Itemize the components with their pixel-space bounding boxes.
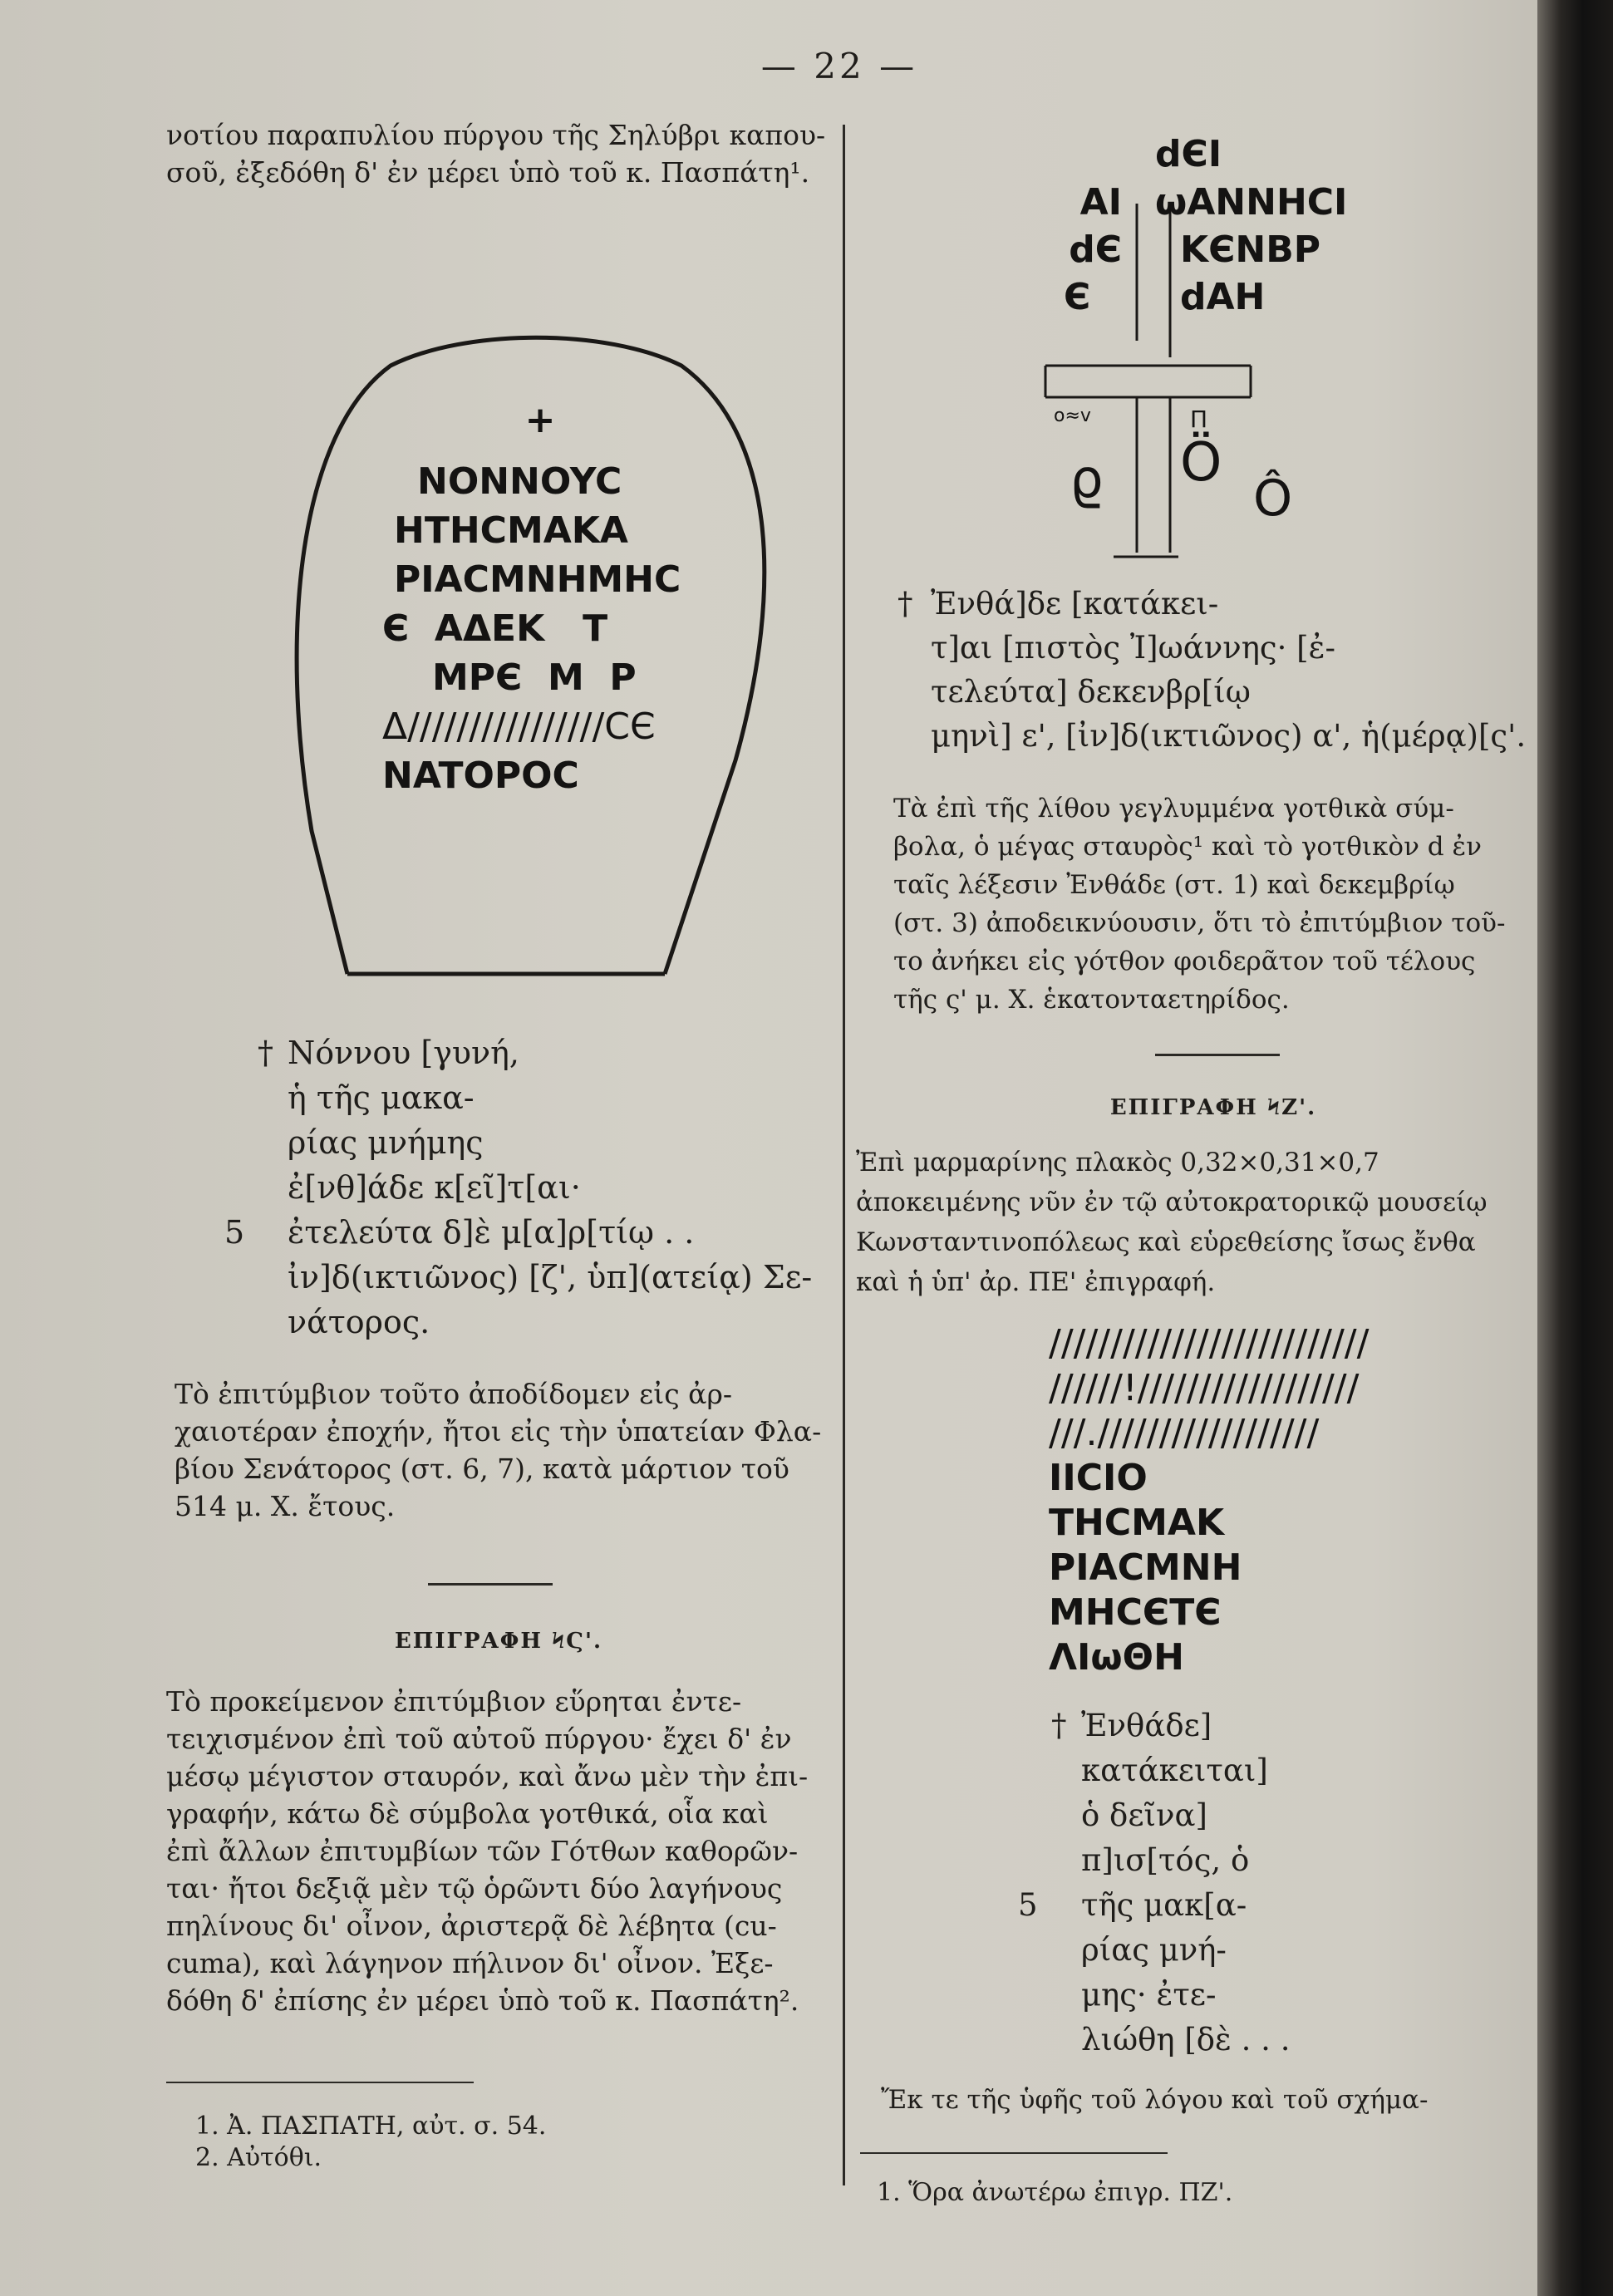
transcription-line: μηνὶ] ε', [ἰν]δ(ικτιῶνος) α', ἡ(μέρᾳ)[ς'.	[931, 718, 1527, 754]
stele-cross: +	[524, 399, 556, 441]
transcription-line: ἡ τῆς μακα-	[288, 1079, 475, 1116]
inscription-line: AI	[1079, 181, 1122, 224]
text-line: βίου Σενάτορος (στ. 6, 7), κατὰ μάρτιον τοῦ	[175, 1453, 789, 1485]
footnote: 1. Ὅρα ἀνωτέρω ἐπιγρ. ΠΖ'.	[877, 2178, 1233, 2207]
text-line: Κωνσταντινοπόλεως καὶ εὑρεθείσης ἴσως ἔνθα	[856, 1227, 1476, 1257]
transcription-line: τελεύτα] δεκενβρ[ίῳ	[931, 674, 1251, 710]
inscription-line: Δ////////////////CЄ	[382, 706, 656, 748]
inscription-line: Є	[1064, 276, 1091, 318]
slab-inscription	[1049, 1321, 1369, 1680]
text-line: τῆς ς' μ. Χ. ἑκατονταετηρίδος.	[893, 985, 1290, 1015]
cross-small-mark-left: o≈v	[1054, 406, 1091, 426]
text-line: Τὸ ἐπιτύμβιον τοῦτο ἀποδίδομεν εἰς ἀρ-	[175, 1378, 733, 1410]
cross-small-mark-center: Π	[1190, 406, 1208, 433]
inscription-line: HTHCMAKA	[394, 509, 628, 552]
inscription-line: NATOPOC	[382, 755, 579, 797]
transcription-line: μης· ἐτε-	[1081, 1977, 1217, 2013]
lebes-symbol-right: Ô	[1253, 470, 1293, 528]
slab-transcription	[1018, 1704, 1290, 2062]
inscription-line: PIACMNH	[1049, 1546, 1242, 1589]
section-heading: ΕΠΙΓΡΑΦΗ ϞϚ'.	[394, 1629, 603, 1654]
inscription-line: MHCЄTЄ	[1049, 1591, 1222, 1634]
text-line: ταῖς λέξεσιν Ἐνθάδε (στ. 1) καὶ δεκεμβρίῳ	[893, 870, 1455, 900]
text-line: ται· ἤτοι δεξιᾷ μὲν τῷ ὁρῶντι δύο λαγήνους	[166, 1872, 783, 1905]
text-line: Τὸ προκείμενον ἐπιτύμβιον εὕρηται ἐντε-	[166, 1685, 742, 1718]
transcription-line: 5 τῆς μακ[α-	[1018, 1887, 1247, 1923]
transcription-line: † Νόννου [γυνή,	[224, 1030, 812, 1075]
lagynos-symbol-center: Ö	[1180, 432, 1222, 494]
right-commentary	[893, 789, 1525, 1019]
cross-symbol: †	[258, 1035, 273, 1071]
cross-transcription	[897, 582, 1526, 758]
footnote-rule	[860, 2152, 1168, 2154]
inscription-line: KЄNBP	[1180, 229, 1320, 271]
inscription-line: THCMAK	[1049, 1502, 1225, 1544]
text-line: (στ. 3) ἀποδεικνύουσιν, ὅτι τὸ ἐπιτύμβιον τοῦ-	[893, 908, 1506, 938]
text-line: πηλίνους δι' οἶνον, ἀριστερᾷ δὲ λέβητα (cu-	[166, 1910, 777, 1942]
inscription-line: dAH	[1180, 276, 1266, 318]
right-closing-line	[881, 2082, 1512, 2119]
right-footnotes	[877, 2177, 1232, 2209]
cross-inscription-left	[1039, 179, 1122, 321]
transcription-line: ὁ δεῖνα]	[1081, 1797, 1207, 1833]
inscription-line: ωANNHCI	[1155, 181, 1348, 224]
inscription-line: //////!//////////////////	[1049, 1367, 1360, 1409]
section-heading: ΕΠΙΓΡΑΦΗ ϞΖ'.	[1109, 1095, 1317, 1120]
transcription-line: τ]αι [πιστὸς Ἰ]ωάννης· [ἐ-	[931, 630, 1335, 666]
text-line: ἐπὶ ἄλλων ἐπιτυμβίων τῶν Γότθων καθορῶν-	[166, 1835, 799, 1867]
inscription-line: PIACMNHMHC	[394, 558, 681, 601]
text-line: νοτίου παραπυλίου πύργου τῆς Σηλύβρι καπου-	[166, 119, 826, 151]
inscription-line: ///.//////////////////	[1049, 1412, 1320, 1454]
cross-symbol: †	[897, 586, 913, 622]
inscription-line: NONNOYC	[417, 460, 622, 503]
transcription-line: † Ἐνθά]δε [κατάκει-	[897, 582, 1526, 626]
text-line: γραφήν, κάτω δὲ σύμβολα γοτθικά, οἷα καὶ	[166, 1797, 769, 1830]
transcription-line: ἐ[νθ]άδε κ[εῖ]τ[αι·	[288, 1169, 581, 1206]
text-line: βολα, ὁ μέγας σταυρὸς¹ καὶ τὸ γοτθικὸν d ἐν	[893, 832, 1482, 862]
inscription-line: MPЄ M P	[432, 656, 637, 699]
text-line: Ἔκ τε τῆς ὑφῆς τοῦ λόγου καὶ τοῦ σχήμα-	[881, 2085, 1429, 2115]
footnote: 1. Ἀ. ΠΑΣΠΑΤΗ, αὐτ. σ. 54.	[195, 2112, 547, 2141]
text-line: χαιοτέραν ἐποχήν, ἤτοι εἰς τὴν ὑπατείαν Φλα-	[175, 1415, 822, 1448]
cross-symbol: †	[1051, 1708, 1067, 1743]
right-section-body	[856, 1143, 1488, 1302]
footnote: 2. Αὐτόθι.	[195, 2143, 322, 2172]
transcription-line: ρίας μνή-	[1081, 1932, 1227, 1968]
text-line: δόθη δ' ἐπίσης ἐν μέρει ὑπὸ τοῦ κ. Πασπάτη².	[166, 1984, 799, 2017]
text-line: cuma), καὶ λάγηνον πήλινον δι' οἶνον. Ἐξε-	[166, 1947, 774, 1979]
text-line: το ἀνήκει εἰς γότθον φοιδερᾶτον τοῦ τέλους	[893, 946, 1476, 976]
text-line: καὶ ἡ ὑπ' ἀρ. ΠΕ' ἐπιγραφή.	[856, 1267, 1216, 1297]
text-line: 514 μ. Χ. ἔτους.	[175, 1490, 396, 1522]
text-line: σοῦ, ἐξεδόθη δ' ἐν μέρει ὑπὸ τοῦ κ. Πασπάτη¹.	[166, 156, 810, 189]
inscription-line: IICIO	[1049, 1457, 1148, 1499]
text-line: Ἐπὶ μαρμαρίνης πλακὸς 0,32×0,31×0,7	[856, 1148, 1379, 1177]
inscription-line: Є ΑΔΕΚ T	[382, 607, 608, 650]
inscription-line: ΛIωΘH	[1049, 1636, 1184, 1679]
transcription-line: λιώθη [δὲ . . .	[1081, 2022, 1291, 2058]
transcription-line: 5 ἐτελεύτα δ]ὲ μ[α]ρ[τίῳ . .	[224, 1214, 695, 1251]
section-separator	[1155, 1054, 1280, 1056]
cross-inscription-top: dЄI	[1155, 133, 1222, 175]
transcription-line: ρίας μνήμης	[288, 1124, 484, 1161]
transcription-line: ἰν]δ(ικτιῶνος) [ζ', ὑπ](ατείᾳ) Σε-	[288, 1259, 813, 1295]
page-number: — 22 —	[760, 46, 918, 86]
cross-inscription-right	[1155, 179, 1347, 321]
text-line: μέσῳ μέγιστον σταυρόν, καὶ ἄνω μὲν τὴν ἐπι-	[166, 1760, 809, 1792]
transcription-line: † Ἐνθάδε]	[1018, 1704, 1290, 1748]
transcription-line: κατάκειται]	[1081, 1753, 1268, 1788]
transcription-line: π]ισ[τός, ὁ	[1081, 1842, 1250, 1878]
transcription-line: νάτορος.	[288, 1304, 430, 1340]
lagynos-symbol-left: ϱ	[1070, 449, 1104, 510]
text-line: τειχισμένον ἐπὶ τοῦ αὐτοῦ πύργου· ἔχει δ' ἐν	[166, 1723, 792, 1755]
inscription-line: dЄ	[1069, 229, 1122, 271]
text-line: Τὰ ἐπὶ τῆς λίθου γεγλυμμένα γοτθικὰ σύμ-	[893, 794, 1454, 824]
text-line: ἀποκειμένης νῦν ἐν τῷ αὐτοκρατορικῷ μουσείῳ	[856, 1187, 1488, 1217]
inscription-line: //////////////////////////	[1049, 1322, 1370, 1364]
